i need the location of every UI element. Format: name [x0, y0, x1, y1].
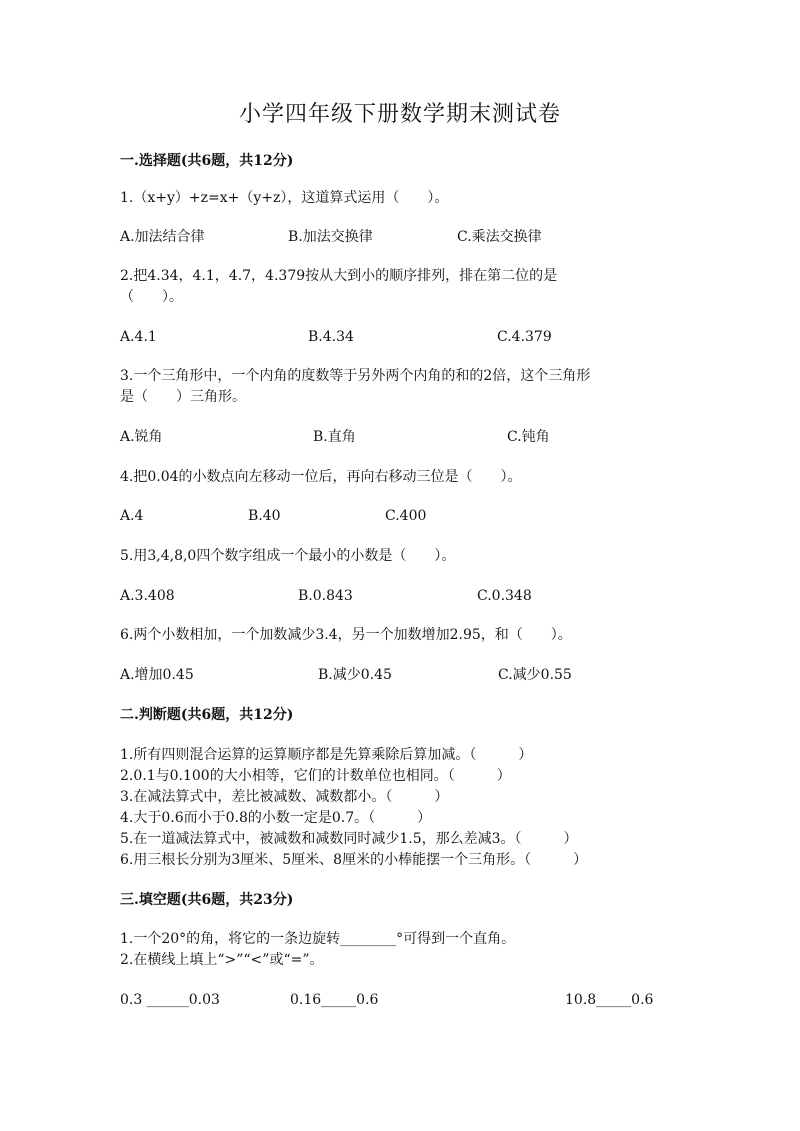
option-6c: C.减少0.55	[498, 667, 572, 683]
option-2c: C.4.379	[497, 329, 552, 345]
section-heading-judgement: 二.判断题(共6题，共12分)	[120, 707, 294, 723]
section-heading-choice: 一.选择题(共6题，共12分)	[120, 153, 294, 169]
judgement-item-2: 2.0.1与0.100的大小相等，它们的计数单位也相同。（ ）	[120, 768, 511, 784]
option-6b: B.减少0.45	[318, 667, 392, 683]
question-6: 6.两个小数相加，一个加数减少3.4，另一个加数增加2.95，和（ ）。	[120, 627, 572, 643]
compare-item-3: 10.8_____0.6	[565, 992, 654, 1008]
option-4a: A.4	[120, 508, 144, 524]
question-2-line1: 2.把4.34，4.1，4.7，4.379按从大到小的顺序排列，排在第二位的是	[120, 268, 558, 284]
option-1c: C.乘法交换律	[457, 229, 542, 245]
option-1b: B.加法交换律	[288, 229, 373, 245]
option-3b: B.直角	[313, 429, 356, 445]
judgement-item-6: 6.用三根长分别为3厘米、5厘米、8厘米的小棒能摆一个三角形。（ ）	[120, 852, 588, 868]
option-5a: A.3.408	[120, 588, 175, 604]
option-6a: A.增加0.45	[120, 667, 194, 683]
option-3c: C.钝角	[507, 429, 550, 445]
option-5c: C.0.348	[477, 588, 532, 604]
question-3-line2: 是（ ）三角形。	[120, 389, 246, 405]
fill-question-2: 2.在横线上填上“>”“<”或“=”。	[120, 952, 324, 968]
option-2b: B.4.34	[308, 329, 354, 345]
option-3a: A.锐角	[120, 429, 163, 445]
option-5b: B.0.843	[298, 588, 353, 604]
judgement-item-3: 3.在减法算式中，差比被减数、减数都小。（ ）	[120, 789, 449, 805]
compare-item-1: 0.3 ______0.03	[120, 992, 220, 1008]
option-1a: A.加法结合律	[120, 229, 205, 245]
question-3-line1: 3.一个三角形中，一个内角的度数等于另外两个内角的和的2倍，这个三角形	[120, 368, 591, 384]
page-title: 小学四年级下册数学期末测试卷	[238, 102, 561, 127]
judgement-item-1: 1.所有四则混合运算的运算顺序都是先算乘除后算加减。（ ）	[120, 747, 533, 763]
question-2-line2: （ ）。	[120, 289, 183, 305]
compare-item-2: 0.16_____0.6	[290, 992, 379, 1008]
option-2a: A.4.1	[120, 329, 157, 345]
option-4b: B.40	[248, 508, 281, 524]
judgement-item-5: 5.在一道减法算式中，被减数和减数同时减少1.5，那么差减3。（ ）	[120, 831, 578, 847]
question-4: 4.把0.04的小数点向左移动一位后，再向右移动三位是（ ）。	[120, 469, 522, 485]
question-5: 5.用3,4,8,0四个数字组成一个最小的小数是（ ）。	[120, 548, 456, 564]
section-heading-fill: 三.填空题(共6题，共23分)	[120, 892, 294, 908]
judgement-item-4: 4.大于0.6而小于0.8的小数一定是0.7。（ ）	[120, 810, 432, 826]
option-4c: C.400	[385, 508, 427, 524]
fill-question-1: 1.一个20°的角，将它的一条边旋转________°可得到一个直角。	[120, 931, 516, 947]
question-1: 1.（x+y）+z=x+（y+z），这道算式运用（ ）。	[120, 190, 449, 206]
